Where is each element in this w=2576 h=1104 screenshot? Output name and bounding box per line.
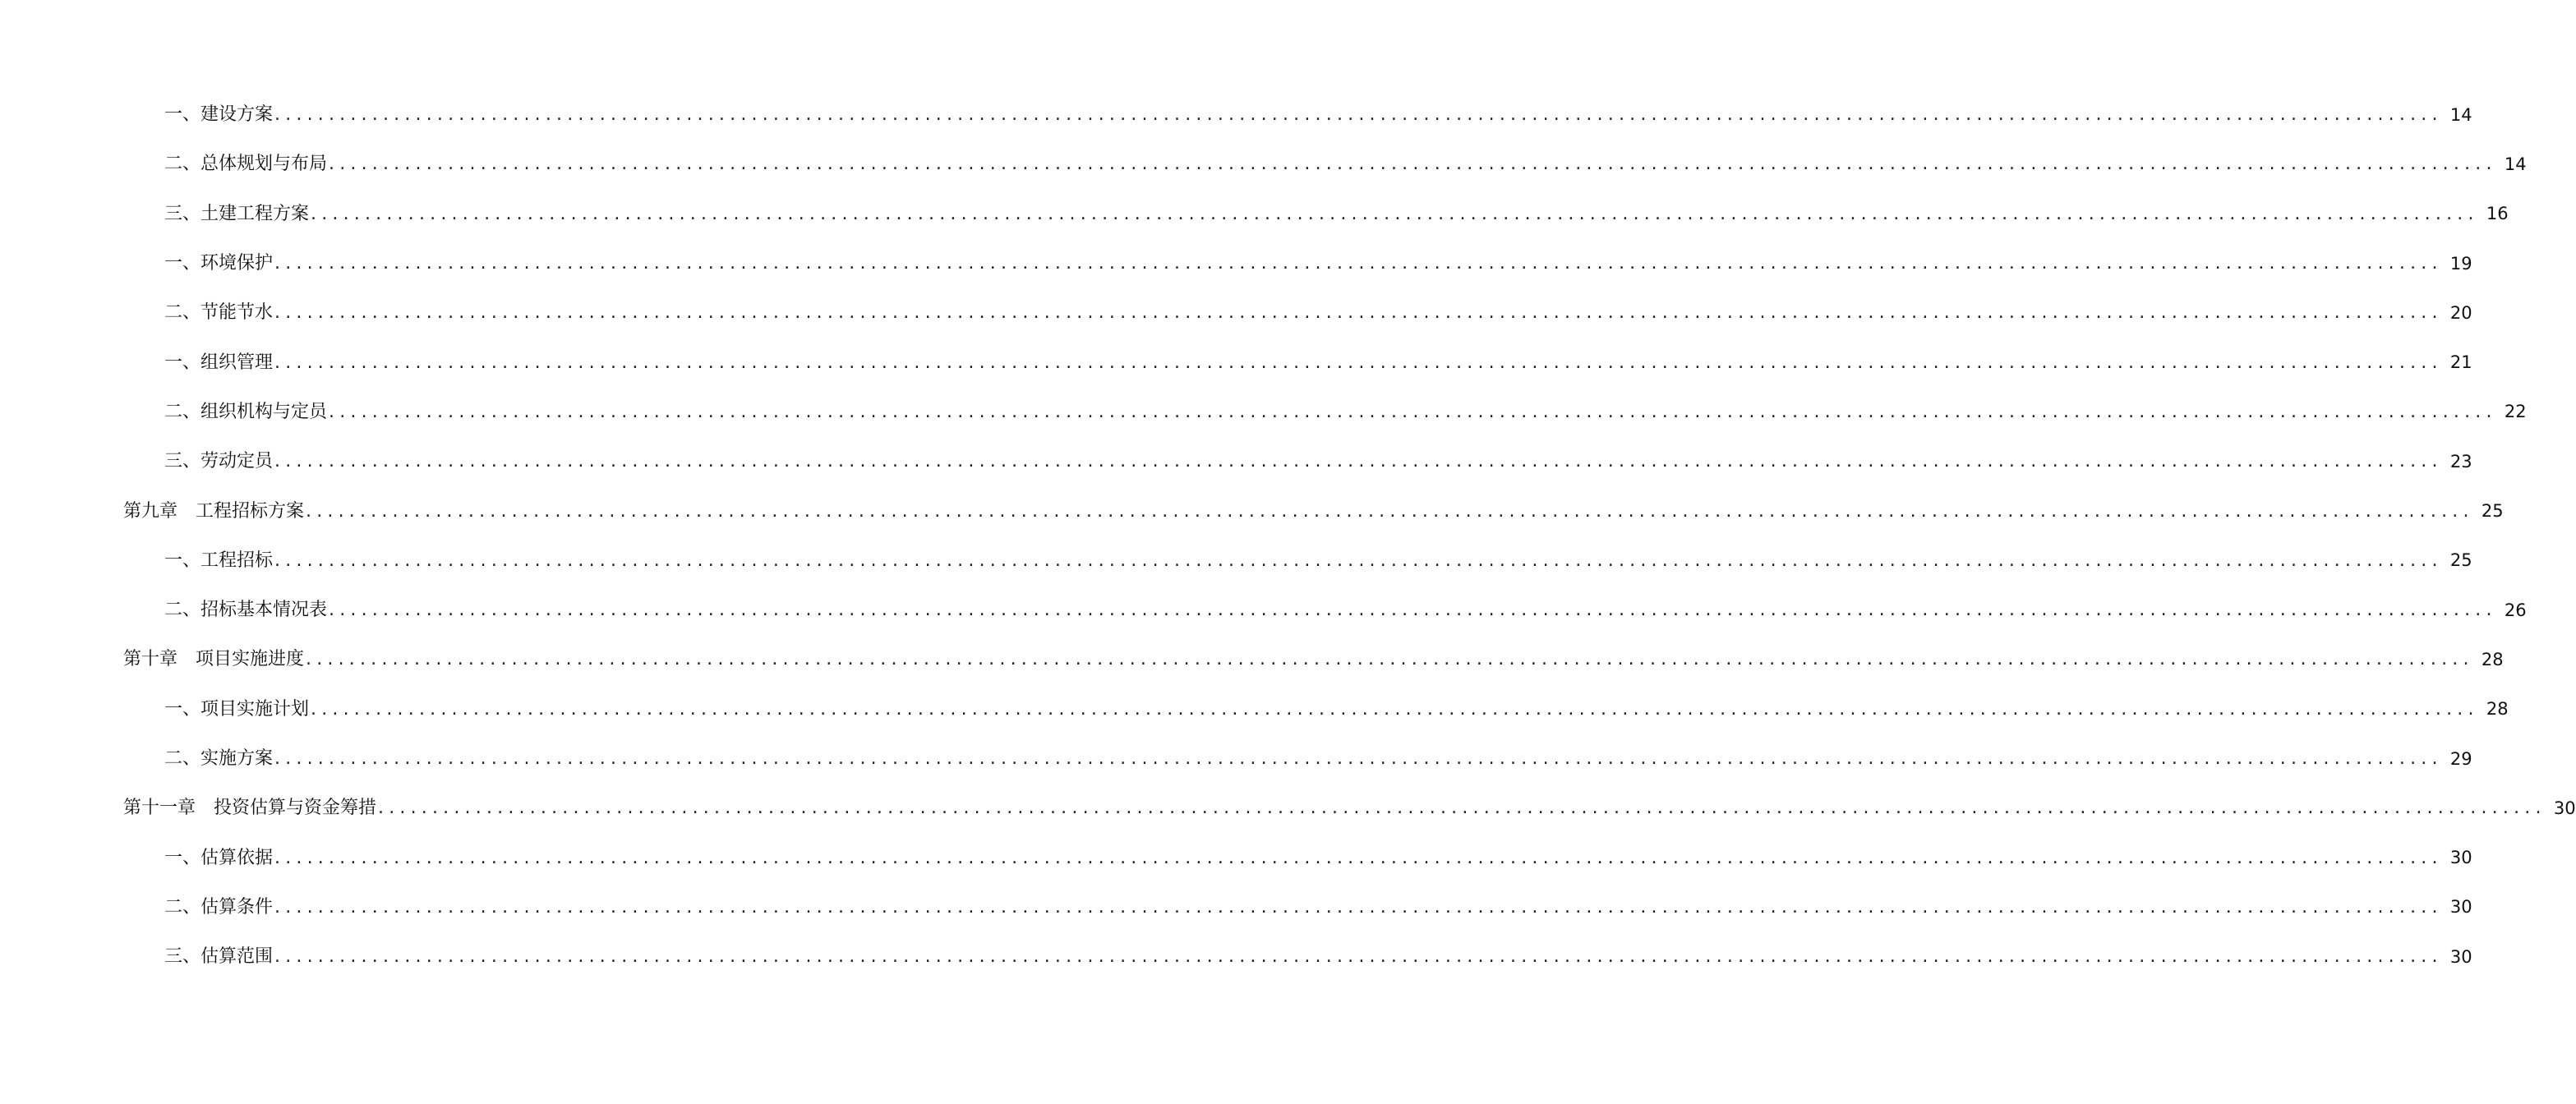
toc-entry-title: 一、环境保护 xyxy=(164,253,274,274)
toc-dot-leader: ........................................................................................................................................................................................................ xyxy=(274,104,2443,126)
toc-entry-page: 14 xyxy=(2449,104,2472,125)
toc-entry[interactable] xyxy=(0,288,2472,338)
toc-entry-page: 19 xyxy=(2449,253,2472,274)
toc-entry-title: 二、总体规划与布局 xyxy=(164,154,328,175)
toc-entry-page: 23 xyxy=(2449,451,2472,472)
toc-entry-page: 20 xyxy=(2449,302,2472,323)
toc-entry[interactable] xyxy=(0,140,2527,189)
toc-entry-page: 22 xyxy=(2504,402,2527,422)
toc-dot-leader: ........................................................................................................................................................................................................ xyxy=(274,550,2443,571)
toc-dot-leader: ........................................................................................................................................................................................................ xyxy=(329,154,2497,175)
toc-entry[interactable] xyxy=(0,685,2509,734)
toc-entry-title: 一、工程招标 xyxy=(164,550,274,571)
toc-entry-page: 30 xyxy=(2449,946,2472,967)
toc-dot-leader: ........................................................................................................................................................................................................ xyxy=(329,600,2497,621)
toc-dot-leader: ........................................................................................................................................................................................................ xyxy=(306,649,2474,670)
toc-dot-leader: ........................................................................................................................................................................................................ xyxy=(274,896,2443,918)
toc-entry-title: 二、招标基本情况表 xyxy=(164,600,328,621)
toc-entry-title: 第十章 项目实施进度 xyxy=(123,649,305,670)
toc-dot-leader: ........................................................................................................................................................................................................ xyxy=(274,946,2443,968)
toc-entry[interactable] xyxy=(0,833,2472,882)
toc-entry[interactable] xyxy=(0,388,2527,437)
toc-dot-leader: ........................................................................................................................................................................................................ xyxy=(329,401,2497,422)
toc-dot-leader: ........................................................................................................................................................................................................ xyxy=(378,798,2546,819)
toc-dot-leader: ........................................................................................................................................................................................................ xyxy=(274,748,2443,769)
toc-entry-title: 二、节能节水 xyxy=(164,302,274,324)
toc-dot-leader: ........................................................................................................................................................................................................ xyxy=(306,500,2474,522)
toc-entry[interactable] xyxy=(0,586,2527,635)
toc-entry[interactable] xyxy=(0,239,2472,288)
toc-entry-title: 三、估算范围 xyxy=(164,946,274,968)
toc-entry-page: 25 xyxy=(2481,501,2504,522)
toc-entry-page: 21 xyxy=(2449,352,2472,373)
toc-entry[interactable] xyxy=(0,486,2504,536)
toc-entry-title: 三、土建工程方案 xyxy=(164,203,310,224)
toc-dot-leader: ........................................................................................................................................................................................................ xyxy=(274,847,2443,868)
toc-entry-page: 26 xyxy=(2504,600,2527,620)
toc-dot-leader: ........................................................................................................................................................................................................ xyxy=(311,203,2479,224)
toc-entry-title: 第十一章 投资估算与资金筹措 xyxy=(123,798,377,819)
toc-entry-title: 一、项目实施计划 xyxy=(164,698,310,720)
toc-entry-page: 30 xyxy=(2553,798,2576,818)
toc-entry-title: 一、估算依据 xyxy=(164,847,274,868)
toc-entry[interactable] xyxy=(0,437,2472,486)
toc-dot-leader: ........................................................................................................................................................................................................ xyxy=(274,451,2443,472)
toc-entry-page: 25 xyxy=(2449,550,2472,571)
toc-entry-title: 二、估算条件 xyxy=(164,896,274,918)
toc-entry[interactable] xyxy=(0,635,2504,684)
toc-entry-title: 二、组织机构与定员 xyxy=(164,401,328,422)
toc-dot-leader: ........................................................................................................................................................................................................ xyxy=(274,302,2443,324)
toc-entry[interactable] xyxy=(0,338,2472,387)
toc-entry-page: 28 xyxy=(2486,699,2509,720)
toc-entry[interactable] xyxy=(0,734,2472,784)
toc-entry[interactable] xyxy=(0,90,2472,140)
toc-dot-leader: ........................................................................................................................................................................................................ xyxy=(274,352,2443,373)
toc-entry-page: 16 xyxy=(2486,204,2509,224)
toc-entry[interactable] xyxy=(0,883,2472,932)
toc-entry-title: 二、实施方案 xyxy=(164,748,274,769)
toc-entry-title: 一、建设方案 xyxy=(164,104,274,126)
toc-entry-title: 三、劳动定员 xyxy=(164,451,274,472)
toc-entry-title: 第九章 工程招标方案 xyxy=(123,500,305,522)
toc-entry[interactable] xyxy=(0,536,2472,586)
toc-entry-page: 29 xyxy=(2449,748,2472,769)
toc-entry-title: 一、组织管理 xyxy=(164,352,274,373)
toc-entry[interactable] xyxy=(0,784,2576,833)
toc-entry[interactable] xyxy=(0,190,2509,239)
toc-entry-page: 30 xyxy=(2449,897,2472,918)
toc-entry-page: 28 xyxy=(2481,649,2504,669)
toc-dot-leader: ........................................................................................................................................................................................................ xyxy=(311,698,2479,720)
toc-dot-leader: ........................................................................................................................................................................................................ xyxy=(274,253,2443,274)
table-of-contents xyxy=(0,90,2576,982)
toc-entry-page: 14 xyxy=(2504,154,2527,174)
toc-entry[interactable] xyxy=(0,932,2472,982)
toc-entry-page: 30 xyxy=(2449,848,2472,868)
